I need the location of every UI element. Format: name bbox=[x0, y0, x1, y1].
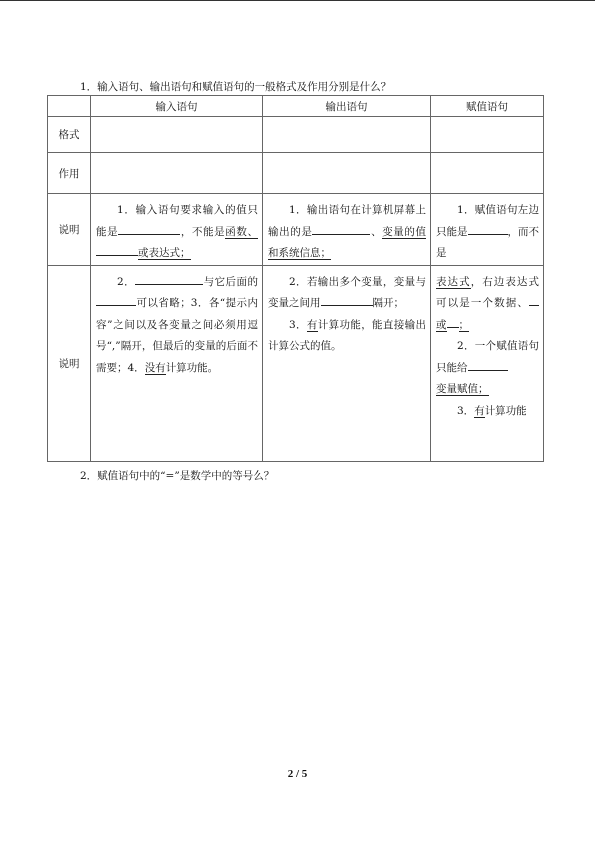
table-row-note-2 bbox=[48, 265, 544, 461]
assign-format-cell bbox=[431, 117, 544, 153]
table-row-note-1 bbox=[48, 194, 544, 266]
underlined-text: 或 bbox=[436, 318, 447, 331]
assign-note-2-cell: 表达式，右边表达式可以是一个数据、或 ； 2．一个赋值语句只能给 变量赋值； 3．有计算功能 bbox=[431, 265, 544, 461]
fill-blank bbox=[96, 293, 136, 306]
header-assignment-statement: 赋值语句 bbox=[431, 96, 544, 117]
fill-blank bbox=[468, 358, 508, 371]
fill-blank bbox=[312, 222, 370, 235]
page-top-rule bbox=[0, 0, 595, 1]
output-role-cell bbox=[263, 153, 431, 194]
input-note-2-cell: 2． 与它后面的可以省略；3．各“提示内容”之间以及各变量之间必须用逗号“,”隔开，但最后的变量的后面不需要；4．没有计算功能。 bbox=[91, 265, 263, 461]
table-row-role bbox=[48, 153, 544, 194]
statement-comparison-table bbox=[47, 95, 544, 462]
output-note-1-cell: 1．输出语句在计算机屏幕上输出的是 、变量的值和系统信息； bbox=[263, 194, 431, 266]
fill-blank bbox=[447, 315, 459, 328]
row-label-note-1: 说明 bbox=[48, 194, 91, 266]
fill-blank bbox=[135, 272, 203, 285]
underlined-text: 函数、 bbox=[225, 225, 259, 238]
output-note-2-cell: 2．若输出多个变量，变量与变量之间用 隔开； 3．有计算功能，能直接输出计算公式的值。 bbox=[263, 265, 431, 461]
row-label-format: 格式 bbox=[48, 117, 91, 153]
input-note-1-cell: 1．输入语句要求输入的值只能是 ，不能是函数、或表达式； bbox=[91, 194, 263, 266]
row-label-note-2: 说明 bbox=[48, 265, 91, 461]
underlined-text: 变量赋值； bbox=[436, 383, 489, 395]
header-input-statement: 输入语句 bbox=[91, 96, 263, 117]
page-number: 2 / 5 bbox=[287, 768, 308, 780]
fill-blank bbox=[118, 222, 180, 235]
input-format-cell bbox=[91, 117, 263, 153]
fill-blank bbox=[529, 293, 539, 306]
table-row-format bbox=[48, 117, 544, 153]
fill-blank bbox=[96, 243, 138, 256]
question-1: 1．输入语句、输出语句和赋值语句的一般格式及作用分别是什么？ bbox=[80, 81, 392, 93]
assign-role-cell bbox=[431, 153, 544, 194]
header-corner bbox=[48, 96, 91, 117]
underlined-text: 没有 bbox=[144, 361, 166, 374]
output-format-cell bbox=[263, 117, 431, 153]
fill-blank bbox=[468, 222, 508, 235]
fill-blank bbox=[321, 293, 373, 306]
underlined-text: 变量的值和系统信息； bbox=[268, 225, 427, 259]
underlined-text: 表达式 bbox=[436, 275, 471, 288]
header-output-statement: 输出语句 bbox=[263, 96, 431, 117]
question-2: 2．赋值语句中的“=”是数学中的等号么？ bbox=[80, 470, 275, 482]
row-label-role: 作用 bbox=[48, 153, 91, 194]
input-role-cell bbox=[91, 153, 263, 194]
underlined-text: 有 bbox=[306, 318, 318, 331]
table-header-row bbox=[48, 96, 544, 117]
assign-note-1-cell: 1．赋值语句左边只能是 ，而不是 bbox=[431, 194, 544, 266]
underlined-text: ； bbox=[458, 318, 469, 331]
underlined-text: 有 bbox=[474, 404, 485, 417]
underlined-text: 或表达式； bbox=[138, 247, 191, 259]
